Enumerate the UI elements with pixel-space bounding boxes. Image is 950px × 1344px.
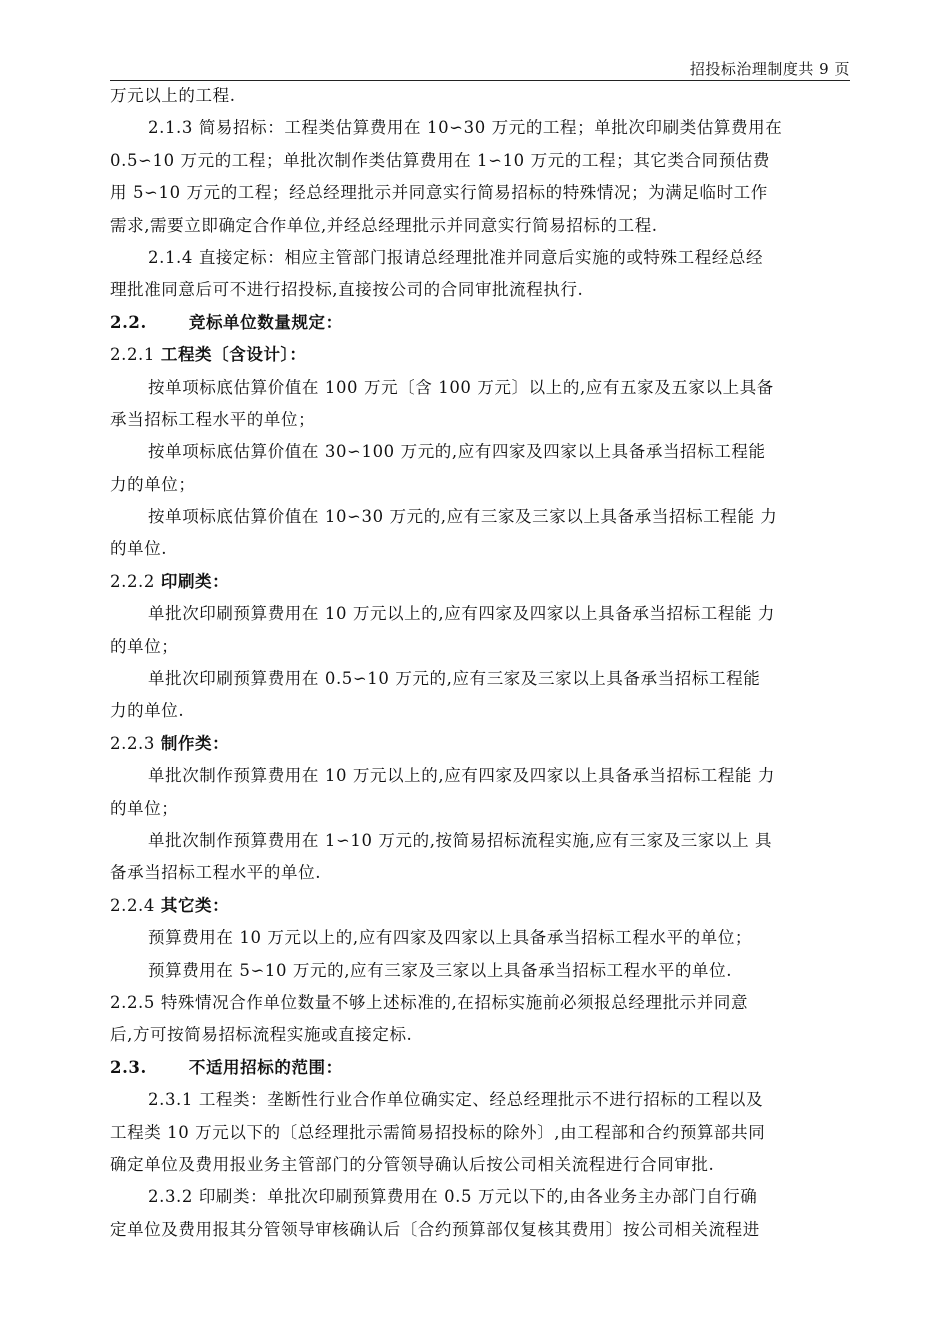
text-line: 2.1.3 简易招标：工程类估算费用在 10∽30 万元的工程；单批次印刷类估算费用在: [148, 118, 783, 138]
text-line: 备承当招标工程水平的单位.: [110, 863, 322, 883]
subsection-number: 2.2.4: [110, 895, 155, 915]
text-line: 单批次印刷预算费用在 0.5∽10 万元的,应有三家及三家以上具备承当招标工程能: [148, 669, 761, 689]
text-line: 2.1.4 直接定标：相应主管部门报请总经理批准并同意后实施的或特殊工程经总经: [148, 247, 764, 267]
text-line: 后,方可按简易招标流程实施或直接定标.: [110, 1025, 413, 1045]
text-line: 按单项标底估算价值在 100 万元〔含 100 万元〕以上的,应有五家及五家以上具备: [148, 377, 774, 397]
subsection-number: 2.2.1: [110, 345, 155, 365]
text-line: 工程类 10 万元以下的〔总经理批示需简易招投标的除外〕,由工程部和合约预算部共同: [110, 1122, 766, 1142]
text-line: 需求,需要立即确定合作单位,并经总经理批示并同意实行简易招标的工程.: [110, 215, 658, 235]
page-header: [110, 58, 850, 81]
text-line: 2.2.5 特殊情况合作单位数量不够上述标准的,在招标实施前必须报总经理批示并同意: [110, 992, 749, 1012]
text-line: 定单位及费用报其分管领导审核确认后〔合约预算部仅复核其费用〕按公司相关流程进: [110, 1219, 760, 1239]
text-line: 2.3.1 工程类：垄断性行业合作单位确实定、经总经理批示不进行招标的工程以及: [148, 1090, 764, 1110]
text-line: 万元以上的工程.: [110, 86, 236, 105]
subsection-heading: [110, 890, 850, 922]
section-title: 不适用招标的范围：: [188, 1057, 343, 1077]
text-line: 0.5∽10 万元的工程；单批次制作类估算费用在 1∽10 万元的工程；其它类合同预估费: [110, 150, 771, 170]
section-number: 2.2.: [110, 312, 147, 332]
subsection-title: 工程类〔含设计〕：: [160, 345, 307, 365]
text-line: 预算费用在 5∽10 万元的,应有三家及三家以上具备承当招标工程水平的单位.: [148, 960, 733, 980]
text-line: 确定单位及费用报业务主管部门的分管领导确认后按公司相关流程进行合同审批.: [110, 1154, 715, 1174]
text-line: 单批次制作预算费用在 1∽10 万元的,按简易招标流程实施,应有三家及三家以上 具: [148, 830, 773, 850]
text-line: 承当招标工程水平的单位；: [110, 409, 316, 429]
section-title: 竞标单位数量规定：: [188, 312, 343, 332]
text-line: 的单位；: [110, 798, 179, 818]
text-line: 的单位.: [110, 539, 168, 559]
text-line: 按单项标底估算价值在 30∽100 万元的,应有四家及四家以上具备承当招标工程能: [148, 442, 766, 462]
section-heading: [110, 307, 850, 339]
text-line: 力的单位.: [110, 701, 185, 721]
section-heading: [110, 1052, 850, 1084]
text-line: 用 5∽10 万元的工程；经总经理批示并同意实行简易招标的特殊情况；为满足临时工作: [110, 183, 768, 203]
subsection-heading: [110, 728, 850, 760]
text-line: 按单项标底估算价值在 10∽30 万元的,应有三家及三家以上具备承当招标工程能 力: [148, 507, 778, 527]
subsection-number: 2.2.3: [110, 733, 155, 753]
header-text: 招投标治理制度共 9 页: [689, 60, 850, 78]
text-line: 预算费用在 10 万元以上的,应有四家及四家以上具备承当招标工程水平的单位；: [148, 928, 753, 948]
text-line: 力的单位；: [110, 474, 196, 494]
subsection-title: 其它类：: [160, 895, 230, 915]
text-line: 单批次制作预算费用在 10 万元以上的,应有四家及四家以上具备承当招标工程能 力: [148, 766, 775, 786]
document-body: [110, 80, 850, 1246]
section-number: 2.3.: [110, 1057, 147, 1077]
text-line: 的单位；: [110, 636, 179, 656]
subsection-title: 印刷类：: [160, 571, 230, 591]
subsection-number: 2.2.2: [110, 571, 155, 591]
text-line: 单批次印刷预算费用在 10 万元以上的,应有四家及四家以上具备承当招标工程能 力: [148, 604, 775, 624]
subsection-heading: [110, 566, 850, 598]
subsection-heading: [110, 339, 850, 371]
text-line: 2.3.2 印刷类：单批次印刷预算费用在 0.5 万元以下的,由各业务主办部门自行确: [148, 1187, 758, 1207]
text-line: 理批准同意后可不进行招投标,直接按公司的合同审批流程执行.: [110, 280, 584, 300]
subsection-title: 制作类：: [160, 733, 230, 753]
